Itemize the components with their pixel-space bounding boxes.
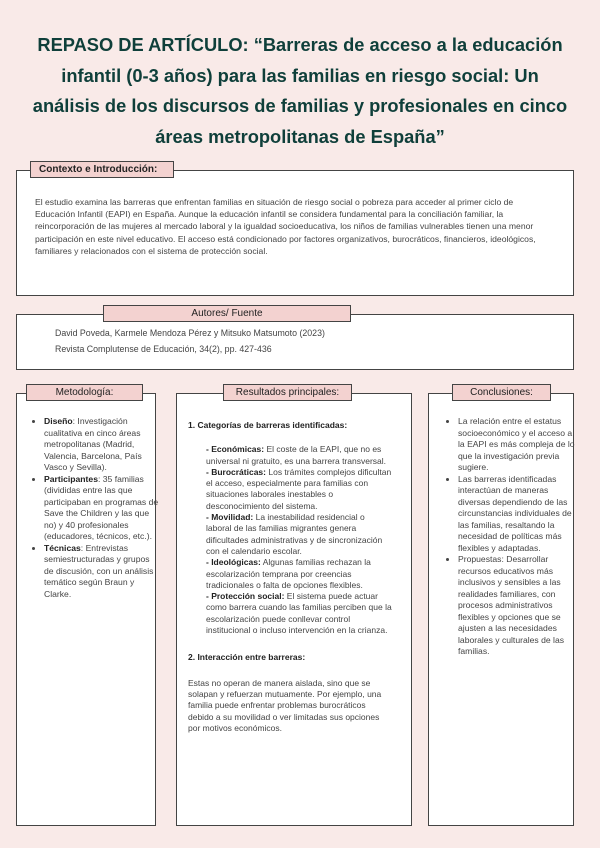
conclusion-item: • Propuestas: Desarrollar recursos educativos más inclusivos y sensibles a las realidades familiares, con procesos administrativos flexibles y opciones que se ajusten a las necesidades laborales y culturales de las familias.: [458, 554, 578, 658]
methodology-list: [30, 416, 160, 600]
conclusions-list: [444, 416, 578, 658]
methodology-label: Metodología:: [26, 384, 143, 401]
barrier-text: La inestabilidad residencial o laboral de las familias migrantes genera dificultades administrativas y de sincronización con el calendario escolar.: [206, 512, 383, 556]
barrier-text: Los trámites complejos dificultan el acceso, especialmente para familias con situaciones laborales inestables o desconocimiento del sistema.: [206, 466, 392, 511]
conclusions-section: [428, 393, 574, 826]
barrier-text: El coste de la EAPI, que no es universal ni gratuito, es una barrera transversal.: [206, 444, 387, 466]
methodology-text: : 35 familias (divididas entre las que participaban en programas de Save the Children y las que no) y 40 profesionales (educadores, técnicos, etc.).: [44, 473, 159, 541]
methodology-text: : Entrevistas semiestructuradas y grupos de discusión, con un análisis temático según Braun y Clarke.: [44, 542, 154, 599]
methodology-section: [16, 393, 159, 826]
methodology-item: [44, 474, 160, 543]
barrier-category: [188, 444, 392, 467]
barrier-term: - Económicas:: [206, 444, 265, 455]
methodology-term: Técnicas: [44, 542, 81, 553]
barrier-term: - Protección social:: [206, 591, 285, 602]
methodology-term: Diseño: [44, 416, 73, 426]
context-text: El estudio examina las barreras que enfrentan familias en situación de riesgo social o pobreza para acceder al primer ciclo de Educación Infantil (EAPI) en España. Aunque la educación infantil se considera fundamental para la conciliación familiar, la reincorporación de las mujeres al mercado laboral y la igualdad socioeducativa, los niños de familias vulnerables tienen una menor participación en este nivel educativo. El acceso está condicionado por factores organizativos, burocráticos, financieros, ideológicos, familiares y relacionados con el sistema de protección social.: [35, 197, 536, 256]
results-interaction-text: Estas no operan de manera aislada, sino que se solapan y refuerzan mutuamente. Por ejemplo, una familia puede enfrentar problemas burocráticos debido a su movilidad o ver limitadas sus opciones por motivos económicos.: [188, 677, 382, 733]
methodology-term: Participantes: [44, 473, 98, 484]
methodology-item: [44, 416, 160, 474]
barrier-category: [188, 557, 392, 591]
results-section: [176, 393, 412, 826]
conclusion-item: • Las barreras identificadas interactúan de maneras diversas dependiendo de las circunstancias individuales de las familias, resaltando la necesidad de políticas más flexibles y adaptadas.: [458, 474, 578, 555]
barrier-term: - Burocráticas:: [206, 466, 266, 477]
results-heading-1: 1. Categorías de barreras identificadas:: [188, 420, 348, 430]
methodology-text: : Investigación cualitativa en cinco áreas metropolitanas (Madrid, Valencia, Barcelona, País Vasco y Sevilla).: [44, 416, 142, 472]
barrier-categories: [188, 444, 392, 636]
conclusions-label: Conclusiones:: [452, 384, 551, 401]
context-section: [16, 170, 574, 296]
barrier-category: [188, 512, 392, 557]
barrier-text: Algunas familias rechazan la escolarización temprana por creencias tradicionales o falta de opciones flexibles.: [206, 557, 371, 590]
methodology-item: [44, 543, 160, 601]
barrier-text: El sistema puede actuar como barrera cuando las familias perciben que la escolarización puede conllevar control institucional o incluso intervención en la crianza.: [206, 591, 392, 636]
conclusion-item: • La relación entre el estatus socioeconómico y el acceso a la EAPI es más compleja de lo que la investigación previa sugiere.: [458, 416, 578, 474]
barrier-category: [188, 591, 392, 636]
authors-section: [16, 314, 574, 370]
page-title: REPASO DE ARTÍCULO: “Barreras de acceso a la educación infantil (0-3 años) para las familias en riesgo social: Un análisis de los discursos de familias y profesionales en cinco áreas metropolitanas de España”: [32, 34, 568, 147]
authors-names: David Poveda, Karmele Mendoza Pérez y Mitsuko Matsumoto (2023): [55, 328, 325, 338]
context-label: Contexto e Introducción:: [30, 161, 174, 178]
results-label: Resultados principales:: [223, 384, 352, 401]
barrier-term: - Ideológicas:: [206, 557, 261, 568]
results-heading-2: 2. Interacción entre barreras:: [188, 652, 306, 663]
authors-label: Autores/ Fuente: [103, 305, 351, 322]
authors-source: Revista Complutense de Educación, 34(2), pp. 427-436: [55, 344, 272, 354]
results-body: [188, 420, 392, 734]
barrier-term: - Movilidad:: [206, 512, 254, 523]
barrier-category: [188, 467, 392, 512]
